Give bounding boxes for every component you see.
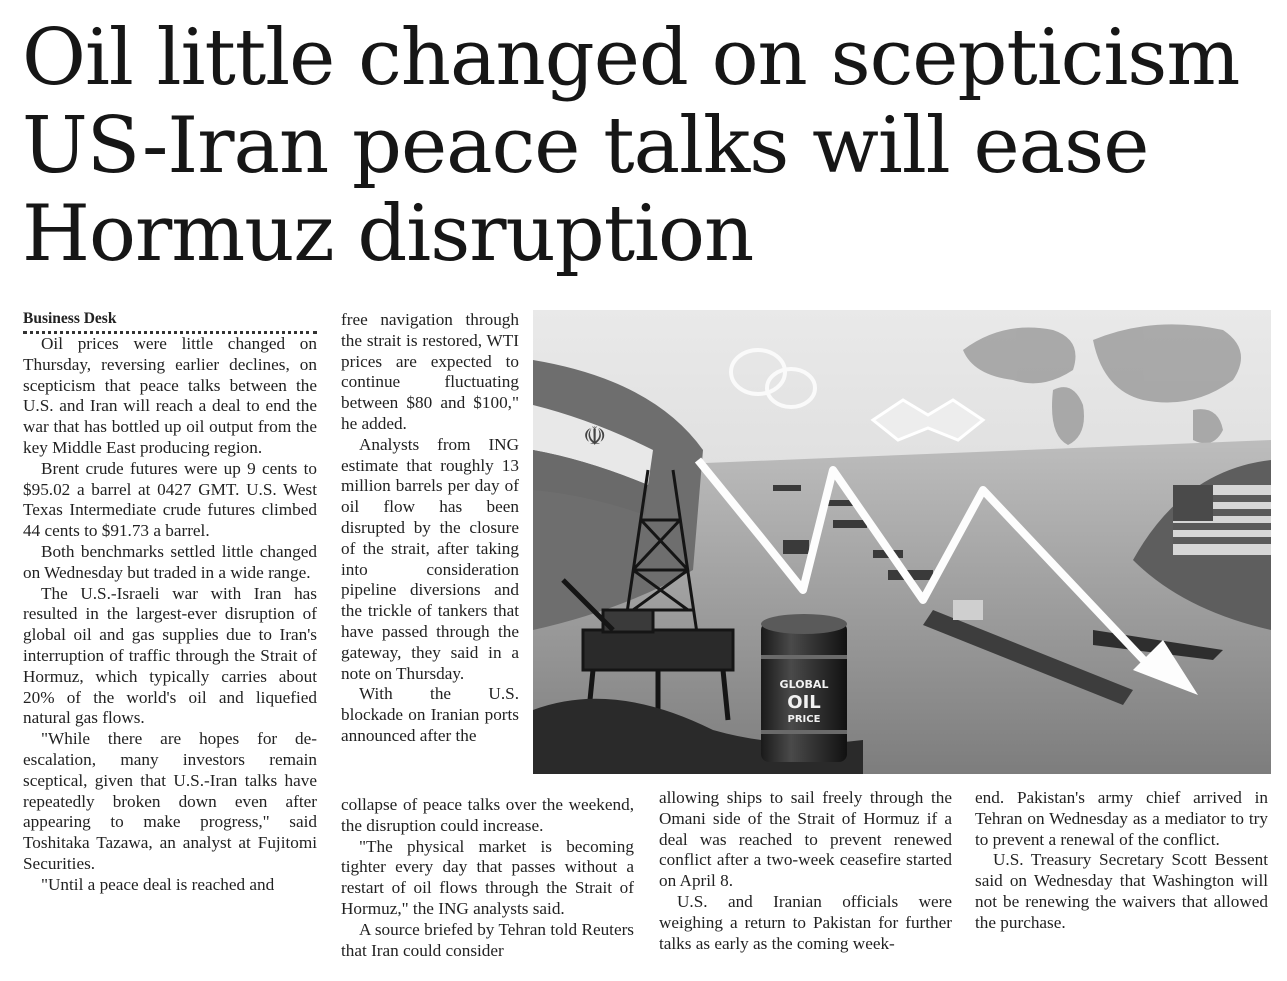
article-column-2-lower: [341, 795, 634, 961]
headline: Oil little changed on scepticism US-Iran peace talks will ease Hormuz disruption: [22, 13, 1240, 279]
svg-text:☫: ☫: [583, 422, 607, 452]
barrel-label-price: PRICE: [787, 714, 821, 725]
paragraph: U.S. and Iranian officials were weighing a return to Pakistan for further talks as early as the coming week-: [659, 891, 952, 953]
paragraph: A source briefed by Tehran told Reuters that Iran could consider: [341, 919, 634, 960]
paragraph: Oil prices were little changed on Thursday, reversing earlier declines, on scepticism that peace talks between the U.S. and Iran will reach a deal to end the war that has bottled up oil output from the key Middle East producing region.: [23, 334, 317, 457]
article-column-4: [975, 788, 1268, 934]
paragraph: "The physical market is becoming tighter every day that passes without a restart of oil flows through the Strait of Hormuz," the ING analysts said.: [341, 836, 634, 918]
paragraph: U.S. Treasury Secretary Scott Bessent said on Wednesday that Washington will not be renewing the waivers that allowed the purchase.: [975, 850, 1268, 932]
paragraph: "Until a peace deal is reached and: [41, 874, 275, 894]
paragraph: free navigation through the strait is restored, WTI prices are expected to continue fluctuating between $80 and $100," he added.: [341, 310, 519, 433]
paragraph: end. Pakistan's army chief arrived in Tehran on Wednesday as a mediator to try to prevent a renewal of the conflict.: [975, 788, 1268, 849]
paragraph: Both benchmarks settled little changed on Wednesday but traded in a wide range.: [23, 541, 317, 582]
paragraph: allowing ships to sail freely through the Omani side of the Strait of Hormuz if a deal was reached to prevent renewed conflict after a two-week ceasefire started on April 8.: [659, 788, 952, 891]
paragraph: The U.S.-Israeli war with Iran has resulted in the largest-ever disruption of global oil and gas supplies due to Iran's interruption of traffic through the Strait of Hormuz, which typically carries about 20% of the world's oil and liquefied natural gas flows.: [23, 583, 317, 728]
article-column-2: [341, 310, 519, 747]
oil-illustration: [533, 310, 1271, 774]
barrel-label-global: GLOBAL: [779, 678, 829, 691]
barrel-label-oil: OIL: [787, 692, 821, 713]
us-flag: [1173, 485, 1271, 555]
paragraph: Brent crude futures were up 9 cents to $95.02 a barrel at 0427 GMT. U.S. West Texas Intermediate crude futures climbed 44 cents to $91.73 a barrel.: [23, 458, 317, 541]
byline: Business Desk: [23, 310, 317, 334]
oil-barrel: [761, 614, 847, 762]
article-column-3: [659, 788, 952, 954]
paragraph: Analysts from ING estimate that roughly 13 million barrels per day of oil flow has been disrupted by the closure of the strait, after taking into consideration pipeline diversions and the trickle of tankers that have passed through the gateway, they said in a note on Thursday.: [341, 434, 519, 683]
paragraph: "While there are hopes for de-escalation, many investors remain sceptical, given that U.S.-Iran talks have repeatedly broken down even after appearing to make progress," said Toshitaka Tazawa, an analyst at Fujitomi Securities.: [23, 729, 317, 873]
paragraph: With the U.S. blockade on Iranian ports announced after the: [341, 684, 519, 745]
paragraph: collapse of peace talks over the weekend, the disruption could increase.: [341, 795, 634, 835]
article-column-1: [23, 310, 317, 896]
